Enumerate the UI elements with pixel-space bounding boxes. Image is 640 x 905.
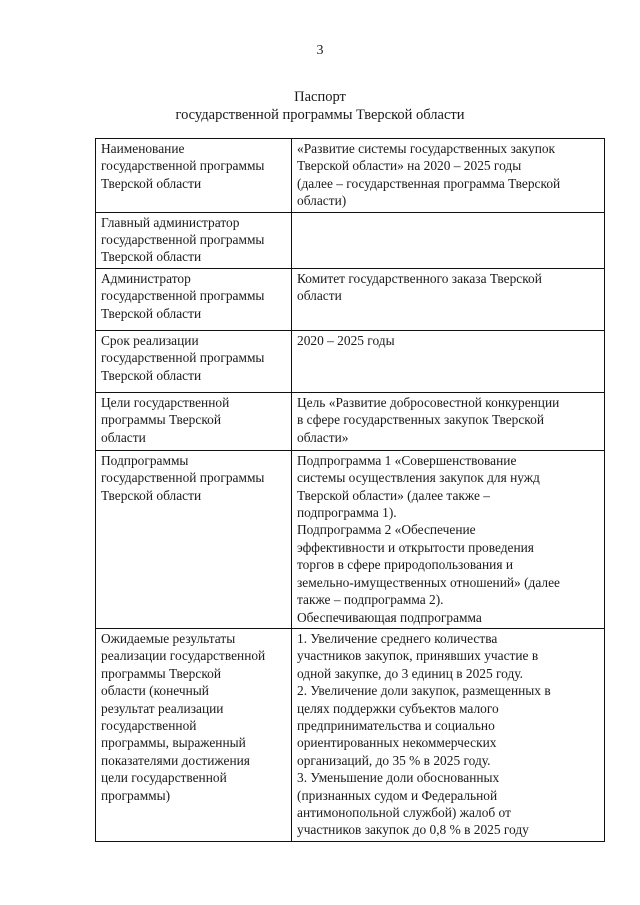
value-line: 1. Увеличение среднего количества bbox=[297, 630, 498, 646]
title-line: Паспорт bbox=[294, 89, 346, 105]
value-line: ориентированных некоммерческих bbox=[297, 735, 497, 751]
label-line: области (конечный bbox=[101, 683, 209, 699]
label-line: результат реализации bbox=[101, 700, 224, 716]
label-line: программы, выраженный bbox=[101, 735, 246, 751]
label-line: Ожидаемые результаты bbox=[101, 630, 236, 646]
row-value-cell bbox=[292, 268, 605, 330]
table-row bbox=[96, 628, 605, 841]
label-line: Тверской области bbox=[101, 175, 202, 191]
label-line: программы Тверской bbox=[101, 665, 222, 681]
value-line: Тверской области» на 2020 – 2025 годы bbox=[297, 158, 522, 174]
row-value-cell bbox=[292, 392, 605, 450]
row-label-cell bbox=[96, 212, 292, 268]
row-value-cell bbox=[292, 330, 605, 392]
row-label-cell bbox=[96, 268, 292, 330]
row-value-cell bbox=[292, 212, 605, 268]
value-line: Подпрограмма 1 «Совершенствование bbox=[297, 452, 517, 468]
label-line: государственной bbox=[101, 717, 197, 733]
document-title bbox=[0, 88, 640, 124]
value-line: области) bbox=[297, 193, 347, 209]
value-line: предпринимательства и социально bbox=[297, 717, 495, 733]
value-line: участников закупок до 0,8 % в 2025 году bbox=[297, 822, 529, 838]
label-line: показателями достижения bbox=[101, 752, 250, 768]
value-line: торгов в сфере природопользования и bbox=[297, 557, 513, 573]
table-row bbox=[96, 268, 605, 330]
label-line: Тверской области bbox=[101, 249, 202, 265]
label-line: Тверской области bbox=[101, 487, 202, 503]
table-row bbox=[96, 392, 605, 450]
value-line: эффективности и открытости проведения bbox=[297, 539, 534, 555]
page-number: 3 bbox=[316, 43, 324, 58]
label-line: программы Тверской bbox=[101, 412, 222, 428]
label-line: цели государственной bbox=[101, 770, 227, 786]
label-line: Срок реализации bbox=[101, 332, 199, 348]
label-line: Подпрограммы bbox=[101, 452, 189, 468]
value-line: Тверской области» (далее также – bbox=[297, 487, 490, 503]
row-value-cell bbox=[292, 628, 605, 841]
label-line: области bbox=[101, 429, 146, 445]
passport-table bbox=[95, 138, 605, 842]
label-line: Цели государственной bbox=[101, 394, 230, 410]
value-line: в сфере государственных закупок Тверской bbox=[297, 412, 544, 428]
row-label-cell bbox=[96, 392, 292, 450]
value-line: области bbox=[297, 288, 342, 304]
value-line: Цель «Развитие добросовестной конкуренции bbox=[297, 394, 560, 410]
label-line: государственной программы bbox=[101, 350, 265, 366]
value-line: 2020 – 2025 годы bbox=[297, 332, 395, 348]
table-row bbox=[96, 212, 605, 268]
label-line: Тверской области bbox=[101, 305, 202, 321]
label-line: Главный администратор bbox=[101, 214, 240, 230]
row-label-cell bbox=[96, 139, 292, 213]
value-line: системы осуществления закупок для нужд bbox=[297, 470, 540, 486]
table-row bbox=[96, 450, 605, 628]
title-line: государственной программы Тверской области bbox=[175, 107, 465, 123]
label-line: государственной программы bbox=[101, 158, 265, 174]
value-line: (далее – государственная программа Тверской bbox=[297, 175, 561, 191]
label-line: государственной программы bbox=[101, 470, 265, 486]
label-line: Наименование bbox=[101, 141, 185, 156]
table-row bbox=[96, 139, 605, 213]
row-label-cell bbox=[96, 628, 292, 841]
table-row bbox=[96, 330, 605, 392]
label-line: Тверской области bbox=[101, 367, 202, 383]
row-label-cell bbox=[96, 330, 292, 392]
value-line: организаций, до 35 % в 2025 году. bbox=[297, 752, 491, 768]
value-line: Подпрограмма 2 «Обеспечение bbox=[297, 522, 476, 538]
value-line: «Развитие системы государственных закупок bbox=[297, 141, 556, 156]
label-line: Администратор bbox=[101, 270, 191, 286]
value-line: (признанных судом и Федеральной bbox=[297, 787, 498, 803]
value-line: участников закупок, принявших участие в bbox=[297, 648, 539, 664]
value-line: Обеспечивающая подпрограмма bbox=[297, 609, 482, 625]
value-line: целях поддержки субъектов малого bbox=[297, 700, 499, 716]
label-line: государственной программы bbox=[101, 288, 265, 304]
label-line: реализации государственной bbox=[101, 648, 266, 664]
value-line: одной закупке, до 3 единиц в 2025 году. bbox=[297, 665, 523, 681]
value-line: 3. Уменьшение доли обоснованных bbox=[297, 770, 500, 786]
label-line: государственной программы bbox=[101, 232, 265, 248]
row-value-cell bbox=[292, 139, 605, 213]
value-line: подпрограмма 1). bbox=[297, 505, 397, 521]
value-line: 2. Увеличение доли закупок, размещенных в bbox=[297, 683, 551, 699]
label-line: программы) bbox=[101, 787, 171, 803]
row-value-cell bbox=[292, 450, 605, 628]
row-label-cell bbox=[96, 450, 292, 628]
value-line: также – подпрограмма 2). bbox=[297, 592, 444, 608]
value-line: земельно-имущественных отношений» (далее bbox=[297, 574, 560, 590]
value-line: Комитет государственного заказа Тверской bbox=[297, 270, 542, 286]
value-line: антимонопольной службой) жалоб от bbox=[297, 804, 511, 820]
value-line: области» bbox=[297, 429, 349, 445]
